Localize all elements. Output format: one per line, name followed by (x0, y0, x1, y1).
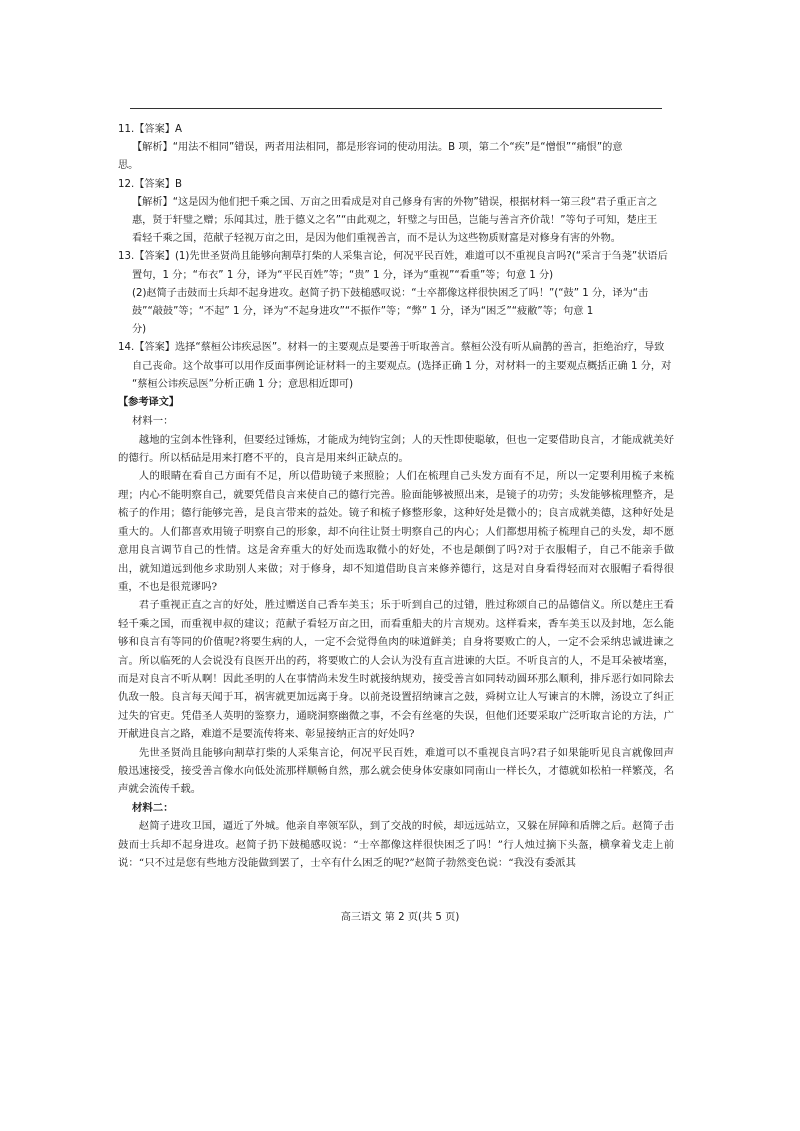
answer-13-line: 分) (132, 324, 147, 336)
answer-12-line: 惠，贤于轩璧之赠；乐闻其过，胜于德义之名”“由此观之，轩璧之与田邑，岂能与善言齐价哉！”等句子可知，楚庄王 (132, 215, 658, 227)
translation-paragraph: 君子重视正直之言的好处，胜过赠送自己香车美玉；乐于听到自己的过错，胜过称颂自己的品德信义。所以楚庄王看轻千乘之国，而重视申叔的建议；范献子看轻万亩之田，而看重船夫的片言规劝。这样看来，香车美玉以及封地，怎么能够和良言有等同的价值呢?将要生病的人，一定不会觉得鱼肉的味道鲜美；自身将要败亡的人，一定不会采纳忠诚进谏之言。所以临死的人会说没有良医开出的药，将要败亡的人会认为没有直言进谏的大臣。不听良言的人，不是耳朵被堵塞，而是对良言不听从啊！因此圣明的人在事情尚未发生时就接纳规劝，接受善言如同转动圆环那么顺利，排斥恶行如同除去仇敌一般。良言每天闻于耳，祸害就更加远离于身。以前尧设置招纳谏言之鼓，舜树立让人写谏言的木牌，汤设立了纠正过失的官吏。凭借圣人英明的鉴察力，通晓洞察幽微之事，不会有丝毫的失误，但他们还要采取广泛听取言论的方法，广开献进良言之路，难道不是要流传将来、彰显接纳正言的好处吗? (118, 599, 674, 741)
translation-title: 【参考译文】 (118, 397, 180, 409)
material-1-label: 材料一： (132, 415, 174, 428)
translation-paragraph: 赵简子进攻卫国，逼近了外城。他亲自率领军队，到了交战的时候，却远远站立，又躲在屏障和盾牌之后。赵简子击鼓而士兵却不起身进攻。赵简子扔下鼓槌感叹说：“士卒都像这样很快困乏了吗！”行人烛过摘下头盔，横拿着戈走上前说：“只不过是您有些地方没能做到罢了，士卒有什么困乏的呢?”赵简子勃然变色说：“我没有委派其 (118, 820, 674, 869)
answer-12-line: 【解析】“这是因为他们把千乘之国、万亩之田看成是对自己修身有害的外物”错误，根据材料一第三段“君子重正言之 (132, 196, 658, 208)
answer-12-head: 12.【答案】B (118, 178, 182, 190)
answer-14-head: 14.【答案】选择“蔡桓公讳疾忌医”。材料一的主要观点是要善于听取善言。蔡桓公没有听从扁鹊的善言，拒绝治疗，导致 (118, 342, 665, 354)
material-2-label: 材料二： (132, 801, 174, 814)
answer-12-line: 看轻千乘之国，范献子轻视万亩之田，是因为他们重视善言，而不是认为这些物质财富是对修身有害的外物。 (132, 233, 621, 245)
answer-13-head: 13.【答案】(1)先世圣贤尚且能够向割草打柴的人采集言论，何况平民百姓，难道可以不重视良言吗?(“采言于刍荛”状语后 (118, 251, 668, 263)
translation-paragraph: 人的眼睛在看自己方面有不足，所以借助镜子来照脸；人们在梳理自己头发方面有不足，所以一定要利用梳子来梳理；内心不能明察自己，就要凭借良言来使自己的德行完善。脸面能够被照出来，是镜子的功劳；头发能够梳理整齐，是梳子的作用；德行能够完善，是良言带来的益处。镜子和梳子修整形象，这种好处是微小的；良言成就美德，这种好处是重大的。人们都喜欢用镜子明察自己的形象，却不向往让贤士明察自己的内心；人们都想用梳子梳理自己的头发，却不愿意用良言调节自己的性情。这是舍弃重大的好处而选取微小的好处，不也是颠倒了吗?对于衣服帽子，自己不能亲手做出，就知道远到他乡求助别人来做；对于修身，却不知道借助良言来修养德行，这是对自身看得轻而对衣服帽子看得很重，不也是很荒谬吗? (118, 470, 674, 593)
answer-11-head: 11.【答案】A (118, 124, 182, 135)
header-rule (130, 108, 662, 109)
answer-13-line: 置句，1 分；“布衣” 1 分，译为“平民百姓”等；“贵” 1 分，译为“重视”“看重”等；句意 1 分) (132, 269, 554, 281)
answer-content (118, 121, 674, 872)
translation-body (118, 412, 674, 872)
answer-11-line: 【解析】“用法不相同”错误，两者用法相同，都是形容词的使动用法。B 项，第二个“疾”是“憎恨”“痛恨”的意 (132, 142, 623, 154)
answer-14-line: 自己丧命。这个故事可以用作反面事例论证材料一的主要观点。(选择正确 1 分，对材料一的主要观点概括正确 1 分，对 (132, 360, 672, 372)
answer-13-line: (2)赵简子击鼓而士兵却不起身进攻。赵简子扔下鼓槌感叹说：“士卒都像这样很快困乏了吗！”(“鼓” 1 分，译为“击 (132, 287, 649, 299)
answer-14-line: “蔡桓公讳疾忌医”分析正确 1 分；意思相近即可) (132, 378, 354, 390)
page-footer: 高三语文 第 2 页(共 5 页) (340, 912, 460, 923)
answer-11-line: 思。 (118, 160, 139, 172)
translation-paragraph: 越地的宝剑本性锋利，但要经过锤炼，才能成为纯钧宝剑；人的天性即使聪敏，但也一定要借助良言，才能成就美好的德行。所以栝砧是用来打磨不平的，良言是用来纠正缺点的。 (118, 433, 674, 465)
translation-paragraph: 先世圣贤尚且能够向割草打柴的人采集言论，何况平民百姓，难道可以不重视良言吗?君子如果能听见良言就像回声般迅速接受，接受善言像水向低处流那样顺畅自然，那么就会使身体安康如同南山一样长久，才德就如松柏一样繁茂，名声就会流传千载。 (118, 746, 674, 796)
answer-13-line: 鼓”“敲鼓”等；“不起” 1 分，译为“不起身进攻”“不振作”等；“弊” 1 分，译为“困乏”“疲敝”等；句意 1 (132, 306, 594, 318)
